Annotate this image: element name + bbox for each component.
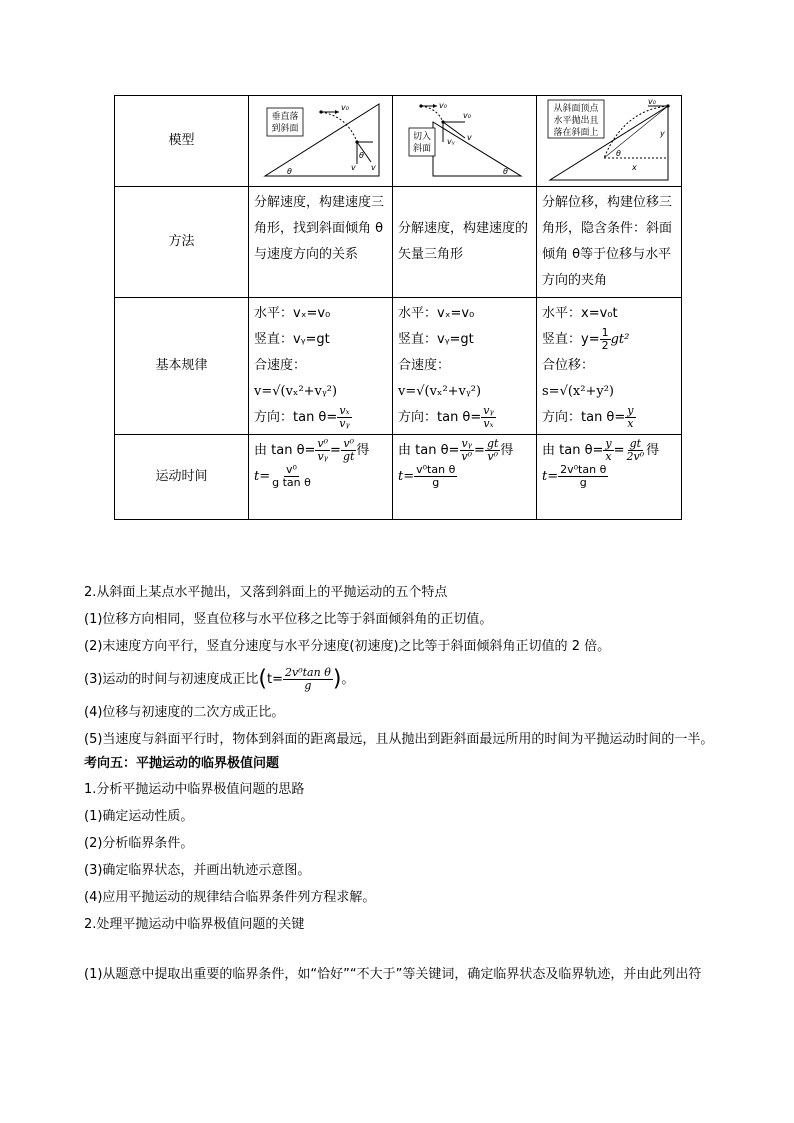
time-col2: 由 tan θ= $\frac{\text{vᵧ}}{\text{v⁰}}$ = $\frac{gt}{\text{v⁰}}$ 得 t= $\frac{\text{v⁰tan θ}}{g}$ [393, 435, 537, 520]
law1-vertical: 竖直：vᵧ=gt [254, 332, 330, 347]
law2-direction [398, 405, 531, 431]
law2-direction-label: 方向：tan θ= [398, 410, 482, 425]
fig1-vy: v [350, 163, 356, 172]
fig2-v: v [466, 133, 472, 142]
law2-direction-frac: $\frac{\text{vᵧ}}{\text{vₓ}}$ [483, 404, 494, 430]
law2-combined-label: 合速度： [398, 358, 451, 373]
fig3-label1: 从斜面顶点 [553, 104, 599, 114]
method-col2: 分解速度，构建速度的矢量三角形 [393, 187, 537, 298]
law-col1 [249, 298, 393, 435]
law2-vertical: 竖直：vᵧ=gt [398, 332, 474, 347]
fig3-label3: 落在斜面上 [553, 128, 599, 138]
fig1-theta: θ [286, 167, 292, 176]
method-col1: 分解速度，构建速度三角形，找到斜面倾角 θ与速度方向的关系 [249, 187, 393, 298]
row-time [115, 435, 682, 520]
row-model [115, 96, 682, 187]
law3-horizontal: 水平：x=v₀t [542, 306, 618, 321]
law1-combined-label: 合速度： [254, 358, 307, 373]
law3-vertical-frac: $\frac{1}{2}$ [601, 326, 609, 352]
fig2-theta: θ [502, 167, 508, 176]
law2-horizontal: 水平：vₓ=v₀ [398, 306, 475, 321]
fig3-x: x [632, 163, 637, 172]
row-method [115, 187, 682, 298]
idea-heading: 1.分析平抛运动中临界极值问题的思路 [84, 782, 305, 797]
figure-perpendicular [249, 96, 393, 187]
fig3-y: y [660, 129, 665, 138]
row-label-law: 基本规律 [115, 298, 249, 435]
row-label-model: 模型 [115, 96, 249, 187]
law3-vertical: 竖直：y= $\frac{1}{2}$ gt² [542, 326, 630, 352]
law1-direction-frac: $\frac{\text{vₓ}}{\text{vᵧ}}$ [339, 404, 350, 430]
law3-direction-frac: $\frac{y}{x}$ [627, 404, 634, 430]
law3-direction-label: 方向：tan θ= [542, 410, 626, 425]
fig3-theta: θ [616, 149, 621, 158]
law1-direction-label: 方向：tan θ= [254, 410, 338, 425]
fig2-vy: vᵧ [446, 137, 455, 146]
law3-combined-label: 合位移： [542, 358, 595, 373]
idea-1: (1)确定运动性质。 [84, 809, 194, 824]
fig2-vx: v₀ [462, 111, 471, 120]
feature-3: (3)运动的时间与初速度成正比(t= $\frac{\text{2v⁰tan θ}}{g}$ )。 [84, 666, 355, 692]
law3-direction [542, 405, 676, 431]
feature-4: (4)位移与初速度的二次方成正比。 [84, 705, 285, 720]
feature-2: (2)末速度方向平行，竖直分速度与水平分速度(初速度)之比等于斜面倾斜角正切值的 2 倍。 [84, 639, 611, 654]
figure-slope-top [537, 96, 682, 187]
idea-2: (2)分析临界条件。 [84, 836, 194, 851]
body-text [84, 584, 764, 984]
key-heading: 2.处理平抛运动中临界极值问题的关键 [84, 917, 305, 932]
feature-5: (5)当速度与斜面平行时，物体到斜面的距离最远，且从抛出到距斜面最远所用的时间为平抛运动时间的一半。 [84, 732, 714, 747]
time-col1: 由 tan θ= $\frac{\text{v⁰}}{\text{vᵧ}}$ = $\frac{\text{v⁰}}{gt}$ 得 t= $\frac{\text{v⁰}}{\text{g tan θ}}$ [249, 435, 393, 520]
fig1-theta2: θ [358, 151, 364, 160]
law1-combined-formula: v=√(vₓ²+vᵧ²) [254, 384, 338, 399]
feature-1: (1)位移方向相同，竖直位移与水平位移之比等于斜面倾斜角的正切值。 [84, 612, 493, 627]
time-col3: 由 tan θ= $\frac{y}{x}$ = $\frac{gt}{\text{2v⁰}}$ 得 t= $\frac{\text{2v⁰tan θ}}{g}$ [537, 435, 682, 520]
key-1: (1)从题意中提取出重要的临界条件，如“恰好”“不大于”等关键词，确定临界状态及临界轨迹，并由此列出符 [84, 967, 702, 982]
method-col3: 分解位移，构建位移三角形，隐含条件：斜面倾角 θ等于位移与水平方向的夹角 [537, 187, 682, 298]
fig1-v0: v₀ [340, 103, 349, 112]
fig2-v0: v₀ [438, 101, 447, 110]
fig1-label-top: 垂直落 [270, 112, 299, 122]
fig2-label-bottom: 斜面 [412, 144, 431, 154]
law1-direction [254, 405, 387, 431]
idea-3: (3)确定临界状态，并画出轨迹示意图。 [84, 863, 311, 878]
section-five-features: 2.从斜面上某点水平抛出，又落到斜面上的平抛运动的五个特点 [84, 585, 448, 600]
fig3-label2: 水平抛出且 [553, 116, 599, 126]
figure-tangent [393, 96, 537, 187]
law1-horizontal: 水平：vₓ=v₀ [254, 306, 331, 321]
comparison-table [114, 95, 682, 520]
idea-4: (4)应用平抛运动的规律结合临界条件列方程求解。 [84, 890, 376, 905]
law3-combined-formula: s=√(x²+y²) [542, 384, 614, 399]
law-col3 [537, 298, 682, 435]
law2-combined-formula: v=√(vₓ²+vᵧ²) [398, 384, 482, 399]
row-law [115, 298, 682, 435]
law-col2 [393, 298, 537, 435]
section-heading-five: 考向五：平抛运动的临界极值问题 [84, 756, 280, 771]
fig3-v0: v₀ [648, 98, 656, 106]
row-label-method: 方法 [115, 187, 249, 298]
fig1-vx: v [370, 163, 376, 172]
fig1-label-bottom: 到斜面 [270, 124, 299, 134]
fig2-label-top: 切入 [412, 132, 431, 142]
row-label-time: 运动时间 [115, 435, 249, 520]
